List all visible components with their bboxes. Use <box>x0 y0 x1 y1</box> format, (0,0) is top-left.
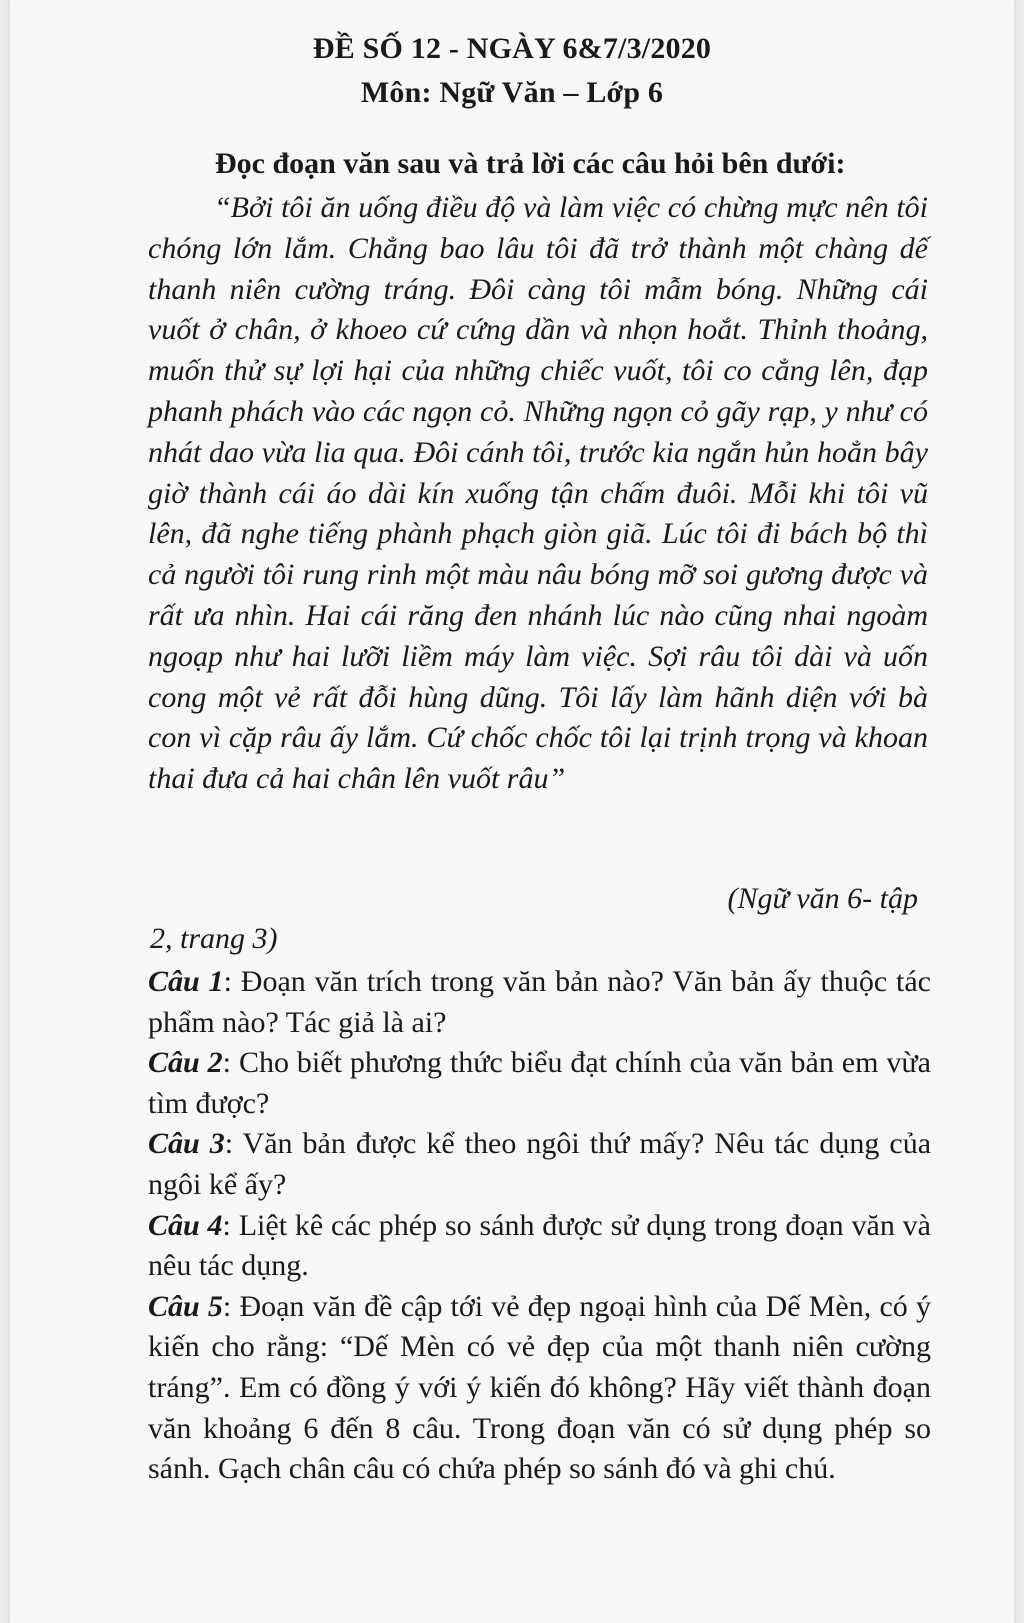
question-1 <box>148 962 931 1043</box>
source-citation-line2: 2, trang 3) <box>150 922 278 955</box>
source-citation-line1: (Ngữ văn 6- tập <box>727 882 918 915</box>
exam-title: ĐỀ SỐ 12 - NGÀY 6&7/3/2020 <box>312 32 712 65</box>
reading-instruction: Đọc đoạn văn sau và trả lời các câu hỏi bên dưới: <box>215 147 846 180</box>
reading-passage: “Bởi tôi ăn uống điều độ và làm việc có chừng mực nên tôi chóng lớn lắm. Chẳng bao lâu tôi đã trở thành một chàng dế thanh niên cường tráng. Đôi càng tôi mẫm bóng. Những cái vuốt ở chân, ở khoeo cứ cứng dần và nhọn hoắt. Thỉnh thoảng, muốn thử sự lợi hại của những chiếc vuốt, tôi co cẳng lên, đạp phanh phách vào các ngọn cỏ. Những ngọn cỏ gãy rạp, y như có nhát dao vừa lia qua. Đôi cánh tôi, trước kia ngắn hủn hoẳn bây giờ thành cái áo dài kín xuống tận chấm đuôi. Mỗi khi tôi vũ lên, đã nghe tiếng phành phạch giòn giã. Lúc tôi đi bách bộ thì cả người tôi rung rinh một màu nâu bóng mỡ soi gương được và rất ưa nhìn. Hai cái răng đen nhánh lúc nào cũng nhai ngoàm ngoạp như hai lưỡi liềm máy làm việc. Sợi râu tôi dài và uốn cong một vẻ rất đỗi hùng dũng. Tôi lấy làm hãnh diện với bà con vì cặp râu ấy lắm. Cứ chốc chốc tôi lại trịnh trọng và khoan thai đưa cả hai chân lên vuốt râu” <box>148 191 928 796</box>
question-text: : Đoạn văn đề cập tới vẻ đẹp ngoại hình của Dế Mèn, có ý kiến cho rằng: “Dế Mèn có vẻ đẹp của một thanh niên cường tráng”. Em có đồng ý với ý kiến đó không? Hãy viết thành đoạn văn khoảng 6 đến 8 câu. Trong đoạn văn có sử dụng phép so sánh. Gạch chân câu có chứa phép so sánh đó và ghi chú. <box>148 1289 931 1486</box>
question-label: Câu 2 <box>148 1046 223 1080</box>
exam-sheet <box>10 0 1014 1623</box>
question-label: Câu 5 <box>148 1289 223 1323</box>
question-3 <box>148 1124 931 1205</box>
question-label: Câu 1 <box>148 965 224 998</box>
question-text: : Liệt kê các phép so sánh được sử dụng trong đoạn văn và nêu tác dụng. <box>148 1208 931 1283</box>
question-4 <box>148 1206 931 1287</box>
question-label: Câu 3 <box>148 1127 225 1161</box>
question-2 <box>148 1043 931 1124</box>
question-5 <box>148 1287 931 1490</box>
question-text: : Cho biết phương thức biểu đạt chính của văn bản em vừa tìm được? <box>148 1046 931 1120</box>
question-label: Câu 4 <box>148 1208 223 1242</box>
subject-line: Môn: Ngữ Văn – Lớp 6 <box>360 76 664 109</box>
question-text: : Đoạn văn trích trong văn bản nào? Văn bản ấy thuộc tác phẩm nào? Tác giả là ai? <box>148 965 931 1039</box>
question-text: : Văn bản được kể theo ngôi thứ mấy? Nêu tác dụng của ngôi kể ấy? <box>148 1127 932 1201</box>
question-list <box>148 962 931 1490</box>
